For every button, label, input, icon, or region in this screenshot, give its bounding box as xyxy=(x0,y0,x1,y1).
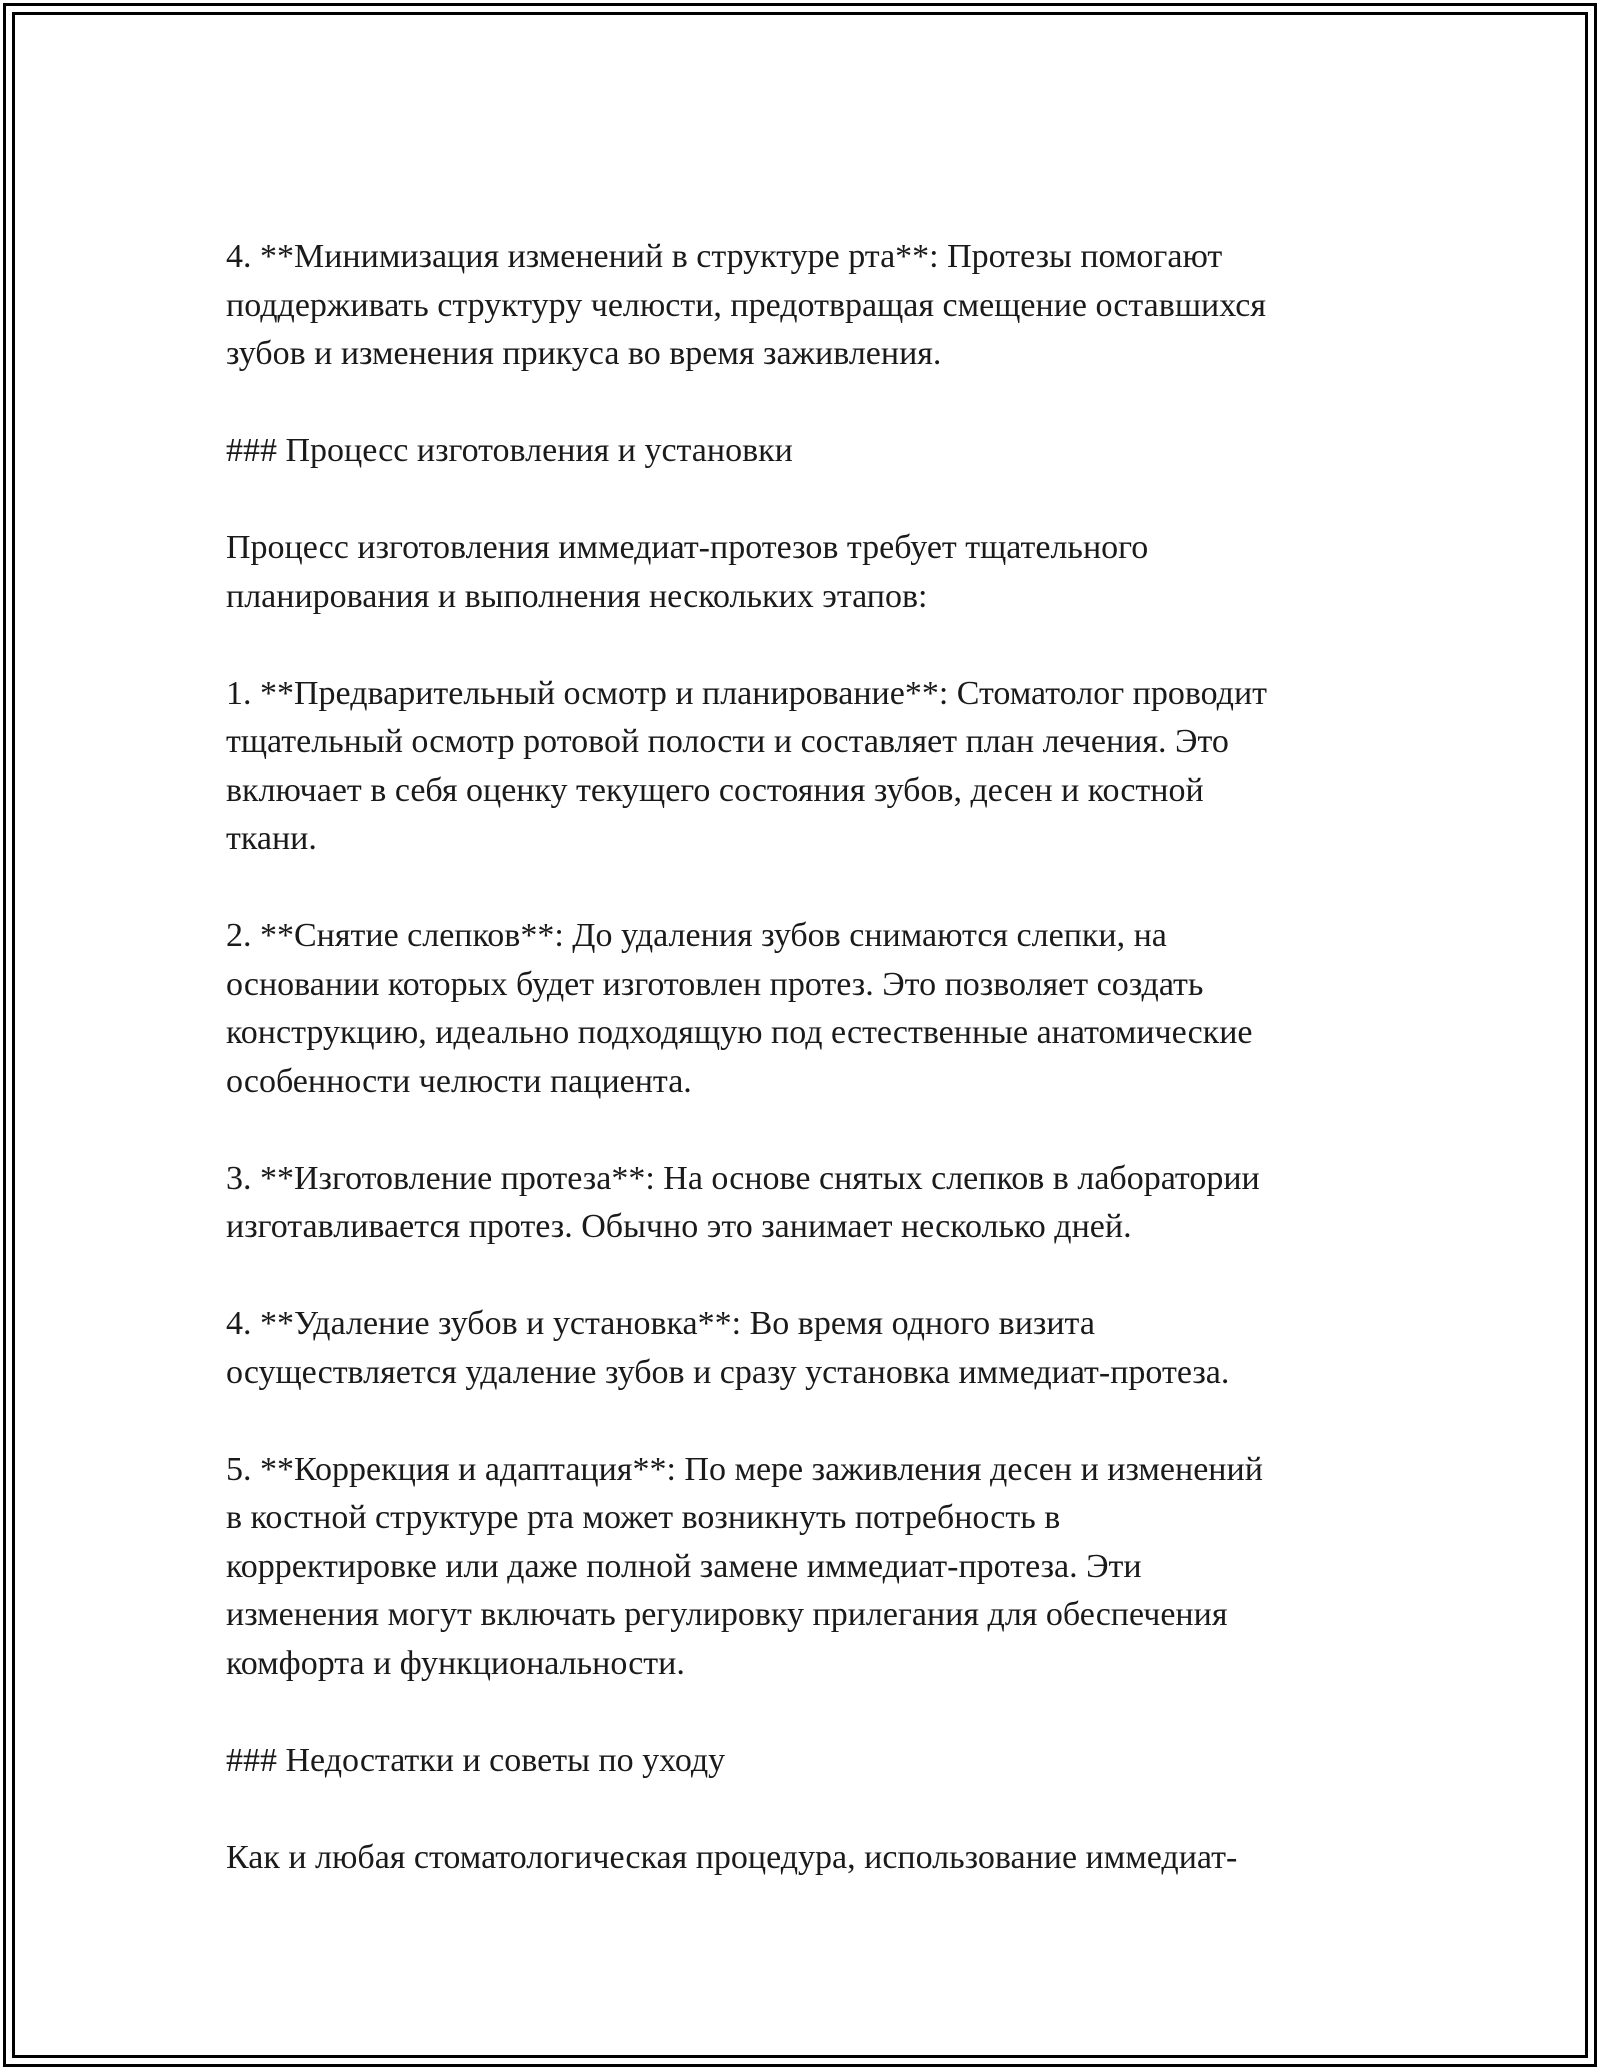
step-4-extraction: 4. **Удаление зубов и установка**: Во время одного визита осуществляется удаление зубов и сразу установка иммедиат-протеза. xyxy=(226,1305,1230,1391)
step-3-fabrication: 3. **Изготовление протеза**: На основе снятых слепков в лаборатории изготавливается протез. Обычно это занимает несколько дней. xyxy=(226,1159,1260,1245)
step-1-examination: 1. **Предварительный осмотр и планирование**: Стоматолог проводит тщательный осмотр ротовой полости и составляет план лечения. Это включает в себя оценку текущего состояния зубов, десен и костной ткани. xyxy=(226,674,1268,857)
intro-paragraph: Процесс изготовления иммедиат-протезов требует тщательного планирования и выполнения нескольких этапов: xyxy=(226,529,1149,615)
section-heading-drawbacks: ### Недостатки и советы по уходу xyxy=(226,1741,726,1779)
list-item-minimization: 4. **Минимизация изменений в структуре рта**: Протезы помогают поддерживать структуру челюсти, предотвращая смещение оставшихся зубов и изменения прикуса во время заживления. xyxy=(226,238,1266,372)
drawbacks-paragraph: Как и любая стоматологическая процедура, использование иммедиат- xyxy=(226,1838,1238,1876)
section-heading-process: ### Процесс изготовления и установки xyxy=(226,432,793,469)
step-2-impressions: 2. **Снятие слепков**: До удаления зубов снимаются слепки, на основании которых будет изготовлен протез. Это позволяет создать конструкцию, идеально подходящую под естественные анатомические особенности челюсти пациента. xyxy=(226,917,1253,1100)
document-body xyxy=(226,233,1376,1882)
step-5-correction: 5. **Коррекция и адаптация**: По мере заживления десен и изменений в костной структуре рта может возникнуть потребность в корректировке или даже полной замене иммедиат-протеза. Эти изменения могут включать регулировку прилегания для обеспечения комфорта и функциональности. xyxy=(226,1450,1263,1682)
